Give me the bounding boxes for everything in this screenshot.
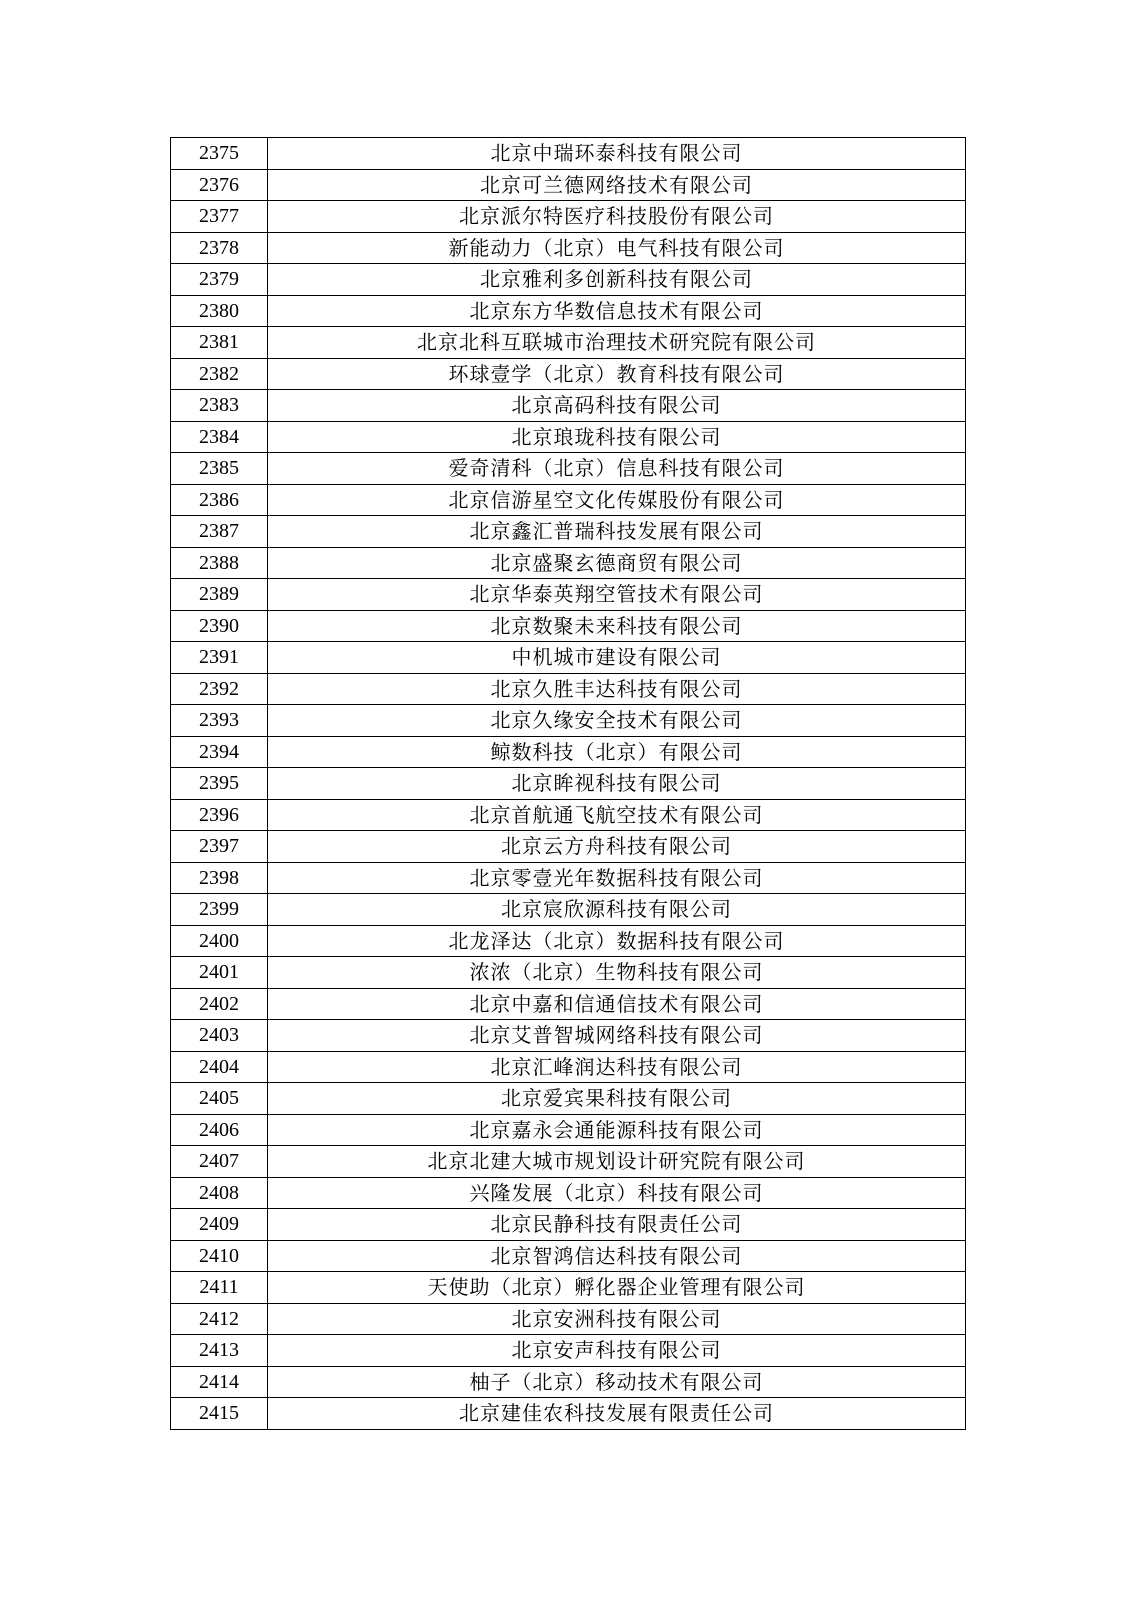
company-name: 兴隆发展（北京）科技有限公司	[268, 1177, 966, 1209]
table-row	[171, 1083, 966, 1115]
table-row	[171, 1146, 966, 1178]
company-name: 爱奇清科（北京）信息科技有限公司	[268, 453, 966, 485]
company-name: 中机城市建设有限公司	[268, 642, 966, 674]
table-row	[171, 957, 966, 989]
table-row	[171, 894, 966, 926]
table-row	[171, 925, 966, 957]
row-number: 2393	[171, 705, 268, 737]
table-row	[171, 1209, 966, 1241]
row-number: 2379	[171, 264, 268, 296]
company-name: 北京久胜丰达科技有限公司	[268, 673, 966, 705]
row-number: 2412	[171, 1303, 268, 1335]
row-number: 2376	[171, 169, 268, 201]
company-name: 北京宸欣源科技有限公司	[268, 894, 966, 926]
row-number: 2394	[171, 736, 268, 768]
table-row	[171, 673, 966, 705]
company-name: 北京北建大城市规划设计研究院有限公司	[268, 1146, 966, 1178]
row-number: 2384	[171, 421, 268, 453]
row-number: 2403	[171, 1020, 268, 1052]
company-name: 北京爱宾果科技有限公司	[268, 1083, 966, 1115]
company-name: 北京派尔特医疗科技股份有限公司	[268, 201, 966, 233]
row-number: 2392	[171, 673, 268, 705]
company-name: 北京安洲科技有限公司	[268, 1303, 966, 1335]
company-name: 环球壹学（北京）教育科技有限公司	[268, 358, 966, 390]
company-name: 天使助（北京）孵化器企业管理有限公司	[268, 1272, 966, 1304]
row-number: 2386	[171, 484, 268, 516]
row-number: 2378	[171, 232, 268, 264]
company-name: 北龙泽达（北京）数据科技有限公司	[268, 925, 966, 957]
company-name: 北京嘉永会通能源科技有限公司	[268, 1114, 966, 1146]
table-row	[171, 390, 966, 422]
table-row	[171, 201, 966, 233]
table-row	[171, 327, 966, 359]
row-number: 2402	[171, 988, 268, 1020]
row-number: 2395	[171, 768, 268, 800]
table-row	[171, 1335, 966, 1367]
row-number: 2408	[171, 1177, 268, 1209]
table-row	[171, 1272, 966, 1304]
table-row	[171, 547, 966, 579]
table-row	[171, 358, 966, 390]
company-name: 北京零壹光年数据科技有限公司	[268, 862, 966, 894]
company-name: 北京云方舟科技有限公司	[268, 831, 966, 863]
table-row	[171, 862, 966, 894]
company-name: 北京建佳农科技发展有限责任公司	[268, 1398, 966, 1430]
row-number: 2390	[171, 610, 268, 642]
company-name: 北京汇峰润达科技有限公司	[268, 1051, 966, 1083]
row-number: 2385	[171, 453, 268, 485]
company-name: 北京高码科技有限公司	[268, 390, 966, 422]
table-row	[171, 421, 966, 453]
row-number: 2407	[171, 1146, 268, 1178]
company-name: 北京首航通飞航空技术有限公司	[268, 799, 966, 831]
table-row	[171, 799, 966, 831]
company-name: 浓浓（北京）生物科技有限公司	[268, 957, 966, 989]
row-number: 2400	[171, 925, 268, 957]
company-list-table	[170, 137, 966, 1430]
table-row	[171, 988, 966, 1020]
table-row	[171, 295, 966, 327]
company-name: 北京盛聚玄德商贸有限公司	[268, 547, 966, 579]
row-number: 2410	[171, 1240, 268, 1272]
company-name: 新能动力（北京）电气科技有限公司	[268, 232, 966, 264]
row-number: 2413	[171, 1335, 268, 1367]
row-number: 2398	[171, 862, 268, 894]
company-name: 北京中瑞环泰科技有限公司	[268, 138, 966, 170]
table-row	[171, 1366, 966, 1398]
table-row	[171, 1240, 966, 1272]
row-number: 2414	[171, 1366, 268, 1398]
row-number: 2389	[171, 579, 268, 611]
row-number: 2382	[171, 358, 268, 390]
company-name: 北京鑫汇普瑞科技发展有限公司	[268, 516, 966, 548]
table-row	[171, 1114, 966, 1146]
table-row	[171, 768, 966, 800]
company-name: 北京眸视科技有限公司	[268, 768, 966, 800]
company-name: 北京中嘉和信通信技术有限公司	[268, 988, 966, 1020]
row-number: 2391	[171, 642, 268, 674]
table-row	[171, 169, 966, 201]
row-number: 2388	[171, 547, 268, 579]
company-name: 北京信游星空文化传媒股份有限公司	[268, 484, 966, 516]
row-number: 2405	[171, 1083, 268, 1115]
table-row	[171, 516, 966, 548]
company-name: 北京可兰德网络技术有限公司	[268, 169, 966, 201]
table-row	[171, 484, 966, 516]
table-row	[171, 138, 966, 170]
company-name: 北京久缘安全技术有限公司	[268, 705, 966, 737]
company-name: 北京雅利多创新科技有限公司	[268, 264, 966, 296]
table-row	[171, 453, 966, 485]
row-number: 2375	[171, 138, 268, 170]
table-row	[171, 642, 966, 674]
row-number: 2383	[171, 390, 268, 422]
table-row	[171, 1398, 966, 1430]
company-name: 北京智鸿信达科技有限公司	[268, 1240, 966, 1272]
row-number: 2396	[171, 799, 268, 831]
row-number: 2415	[171, 1398, 268, 1430]
row-number: 2387	[171, 516, 268, 548]
table-row	[171, 264, 966, 296]
table-row	[171, 579, 966, 611]
table-row	[171, 1177, 966, 1209]
table-row	[171, 1303, 966, 1335]
row-number: 2411	[171, 1272, 268, 1304]
row-number: 2380	[171, 295, 268, 327]
company-name: 北京数聚未来科技有限公司	[268, 610, 966, 642]
table-row	[171, 610, 966, 642]
table-row	[171, 232, 966, 264]
row-number: 2397	[171, 831, 268, 863]
company-name: 北京东方华数信息技术有限公司	[268, 295, 966, 327]
row-number: 2401	[171, 957, 268, 989]
row-number: 2399	[171, 894, 268, 926]
company-name: 北京华泰英翔空管技术有限公司	[268, 579, 966, 611]
row-number: 2409	[171, 1209, 268, 1241]
company-name: 北京民静科技有限责任公司	[268, 1209, 966, 1241]
table-row	[171, 705, 966, 737]
table-row	[171, 736, 966, 768]
company-name: 北京艾普智城网络科技有限公司	[268, 1020, 966, 1052]
company-name: 鲸数科技（北京）有限公司	[268, 736, 966, 768]
table-row	[171, 831, 966, 863]
row-number: 2377	[171, 201, 268, 233]
row-number: 2381	[171, 327, 268, 359]
row-number: 2406	[171, 1114, 268, 1146]
table-body	[171, 138, 966, 1430]
table-row	[171, 1051, 966, 1083]
company-name: 北京安声科技有限公司	[268, 1335, 966, 1367]
table-row	[171, 1020, 966, 1052]
company-name: 北京琅珑科技有限公司	[268, 421, 966, 453]
company-name: 北京北科互联城市治理技术研究院有限公司	[268, 327, 966, 359]
company-name: 柚子（北京）移动技术有限公司	[268, 1366, 966, 1398]
row-number: 2404	[171, 1051, 268, 1083]
